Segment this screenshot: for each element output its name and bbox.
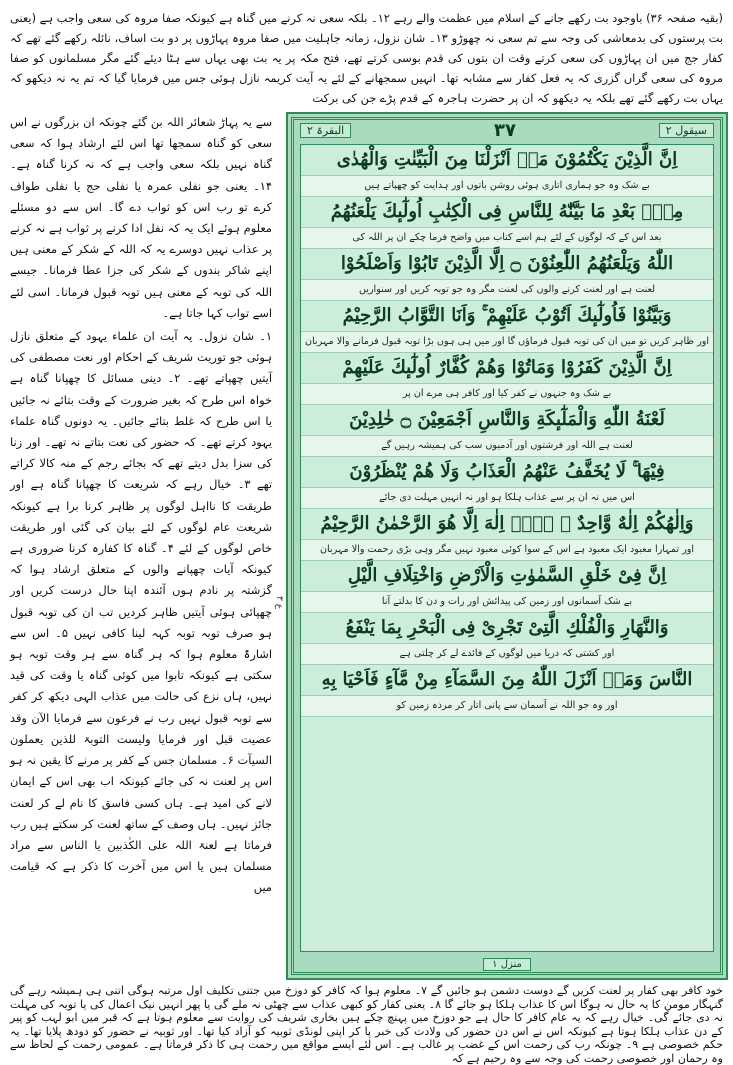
urdu-translation-line: بعد اس کے کہ لوگوں کے لئے ہم اسے کتاب میں واضح فرما چکے ان پر اللہ کی (301, 227, 713, 249)
arabic-verse-line: النَّاسَ وَمَاۤ اَنْزَلَ اللّٰهُ مِنَ السَّمَآءِ مِنْ مَّآءٍ فَاَحْیَا بِهِ (321, 669, 693, 690)
bottom-commentary (10, 984, 724, 1065)
arabic-verse-line: وَاِلٰهُكُمْ اِلٰهٌ وَّاحِدٌ ۚ لَاۤ اِلٰهَ اِلَّا هُوَ الرَّحْمٰنُ الرَّحِیْمُ (320, 513, 694, 534)
quran-text-frame (286, 112, 728, 980)
urdu-translation-line: بے شک وہ جنہوں نے کفر کیا اور کافر ہی مرے ان پر (301, 383, 713, 405)
bottom-commentary-paragraph: خود کافر بھی کفار پر لعنت کریں گے دوست دشمن ہو جائیں گے ۷۔ معلوم ہوا کہ کافر کو دوزخ میں جتنی تکلیف اول مرتبہ ہوگی اتنی ہی ہمیشہ رہے گی گنہگار مومن کا یہ حال نہ ہوگا اس کا عذاب ہلکا ہو جائے گا ۸۔ یعنی کفار کو کبھی عذاب سے چھٹی نہ ملے گی یا پھر انہیں نیک اعمال کی یا توبہ کی مہلت نہ دی جائے گی۔ خیال رہے کہ یہ عام کافر کا حال ہے جو دوزخ میں پہنچ چکے ہیں بخاری شریف کی روایت سے معلوم ہوتا ہے کہ قبر میں ابو لہب کو پیر کے دن عذاب ہلکا ہوتا ہے کیونکہ اس نے اس دن حضور کی ولادت کی خبر پا کر اپنی لونڈی ثوبیہ کو آزاد کیا تھا۔ اور ثوبیہ نے حضور کو دودھ پلایا تھا۔ یہ حکم خصوصی ہے ۹۔ چونکہ رب کی رحمت اس کے غضب پر غالب ہے۔ اس لئے ایسے مواقع میں رحمت ہی کا ذکر فرماتا ہے۔ عمومی رحمت کے لحاظ سے وہ رحمان اور خصوصی رحمت کی وجہ سے وہ رحیم ہے کہ (10, 984, 724, 1065)
side-commentary (10, 112, 272, 992)
arabic-verse-line: مِنْۢ بَعْدِ مَا بَیَّنّٰهُ لِلنَّاسِ فِی الْكِتٰبِ اُولٰٓىٕكَ یَلْعَنُهُمُ (330, 201, 684, 222)
arabic-verse-line: لَعْنَةُ اللّٰهِ وَالْمَلٰٓىٕكَةِ وَالنَّاسِ اَجْمَعِیْنَ ۝ خٰلِدِیْنَ (349, 409, 665, 430)
side-commentary-paragraph: سے یہ پہاڑ شعائر اللہ بن گئے چونکہ ان بزرگوں نے اس سعی کو گناہ سمجھا تھا اس لئے ارشاد ہوا کہ سعی گناہ نہیں بلکہ سعی واجب ہے کہ نہ کرنا گناہ ہے۔ ۱۴۔ یعنی جو نفلی عمرہ یا نفلی حج یا نفلی طواف کرے تو رب اس کو ثواب دے گا۔ اس سے دو مسئلے معلوم ہوئے ایک یہ کہ نفل ادا کرنے پر ثواب ہے نہ کرنے پر عذاب نہیں دوسرے یہ کہ اللہ کے شکر کے معنی ہیں اپنے شاکر بندوں کے شکر کی جزا عطا فرمانا۔ جیسے اللہ کی توبہ کے معنی ہیں توبہ قبول فرمانا۔ اسی لئے اسے تواب کہا جاتا ہے۔ (10, 115, 272, 320)
top-commentary-paragraph: (بقیہ صفحہ ۳۶) باوجود بت رکھے جانے کے اسلام میں عظمت والے رہے ۱۲۔ بلکہ سعی نہ کرنے میں گناہ ہے کیونکہ صفا مروہ کی سعی واجب ہے (یعنی بت پرستوں کی بدمعاشی کی وجہ سے تم سعی نہ چھوڑو ۱۳۔ شان نزول، زمانہ جاہلیت میں صفا مروہ پہاڑوں پر دو بت اساف، نائلہ رکھے گئے تھے کہ کفار جج میں ان پہاڑوں کی سعی کرتے وقت ان بتوں کی قدم بوسی کرتے تھے، فتح مکہ پر یہ بت بھی یہاں سے ہٹا دیئے گئے مگر مسلمانوں کو صفا مروہ کی سعی گراں گزری کہ یہ فعل کفار سے مشابہ تھا۔ انہیں سمجھانے کے لئے یہ آیت کریمہ نازل ہوئی جس میں فرمایا گیا کہ تم یہ نہ دیکھو کہ یہاں بت رکھے گئے تھے بلکہ یہ دیکھو کہ ان پر حضرت ہاجرہ کے قدم پڑے جن کی برکت (10, 11, 724, 105)
arabic-verse-line: اللّٰهُ وَیَلْعَنُهُمُ اللّٰعِنُوْنَ ۝ اِلَّا الَّذِیْنَ تَابُوْا وَاَصْلَحُوْا (340, 253, 674, 274)
frame-header (300, 120, 714, 140)
arabic-verse-line: وَالنَّهَارِ وَالْفُلْكِ الَّتِیْ تَجْرِیْ فِی الْبَحْرِ بِمَا یَنْفَعُ (345, 617, 669, 638)
arabic-verse-line: وَبَیَّنُوْا فَاُولٰٓىٕكَ اَتُوْبُ عَلَیْهِمْ ۚ وَاَنَا التَّوَّابُ الرَّحِیْمُ (342, 305, 672, 326)
arabic-verse-line: اِنَّ الَّذِیْنَ یَكْتُمُوْنَ مَاۤ اَنْزَلْنَا مِنَ الْبَیِّنٰتِ وَالْهُدٰى (336, 149, 678, 170)
urdu-translation-line: لعنت ہے اللہ اور فرشتوں اور آدمیوں سب کی ہمیشہ رہیں گے (301, 435, 713, 457)
juz-label: البقرۃ ۲ (300, 123, 351, 138)
urdu-translation-line: بے شک وہ جو ہماری اتاری ہوئی روشن باتوں اور ہدایت کو چھپاتے ہیں (301, 175, 713, 197)
urdu-translation-line: اور وہ جو اللہ نے آسمان سے پانی اتار کر مردہ زمین کو (301, 695, 713, 717)
arabic-verse-line: اِنَّ الَّذِیْنَ كَفَرُوْا وَمَاتُوْا وَهُمْ كُفَّارٌ اُولٰٓىٕكَ عَلَیْهِمْ (342, 357, 672, 378)
urdu-translation-line: اور کشتی کہ دریا میں لوگوں کے فائدے لے کر چلتی ہے (301, 643, 713, 665)
arabic-verse-line: اِنَّ فِیْ خَلْقِ السَّمٰوٰتِ وَالْاَرْضِ وَاخْتِلَافِ الَّیْلِ (347, 565, 667, 586)
urdu-translation-line: لعنت ہے اور لعنت کرنے والوں کی لعنت مگر وہ جو توبہ کریں اور سنواریں (301, 279, 713, 301)
manzil-label: منزل ۱ (483, 958, 531, 971)
ruku-margin-note: ع ۳ (274, 596, 284, 610)
side-commentary-paragraph: ۱۔ شان نزول۔ یہ آیت ان علماء یہود کے متعلق نازل ہوئی جو توریت شریف کے احکام اور نعت مصطفی کی آیتیں چھپاتے تھے۔ ۲۔ دینی مسائل کا چھپانا گناہ ہے خواہ اس طرح کہ بغیر ضرورت کے وقت بتائے نہ جائیں یا اس طرح کہ غلط بتائے جائیں۔ یہ دونوں گناہ علماء یہود کرتے تھے۔ کہ حضور کی نعت بتاتے نہ تھے۔ اور زنا کی سزا بدل دیتے تھے کہ بجائے رجم کے منہ کالا کراتے تھے ۳۔ خیال رہے کہ شریعت کا چھپانا گناہ ہے اور طریقت کا نااہل لوگوں پر ظاہر کرنا برا ہے کیونکہ شریعت عام لوگوں کے لئے بیان کی گئی اور طریقت خاص لوگوں کے لئے ۴۔ گناہ کا کفارہ کرنا ضروری ہے کیونکہ آیات چھپانے والوں کے متعلق ارشاد ہوا کہ گزشتہ پر نادم ہوں آئندہ اپنا حال درست کریں اور چھپائی ہوئی آیتیں ظاہر کردیں تب ان کی توبہ قبول ہو صرف توبہ توبہ کہہ لینا کافی نہیں ۵۔ اس سے اشارۃً معلوم ہوا کہ ہر گناہ سے ہر وقت توبہ ہو سکتی ہے کیونکہ تابوا میں کوئی گناہ یا وقت کی قید نہیں، ہاں نزع کی حالت میں عذاب الہی دیکھ کر کفر سے توبہ قبول نہیں رب نے فرعون سے فرمایا الآن وقد عصیت قبل اور فرمایا ولیست التوبۃ للذین یعملون السیآت ۶۔ مسلمان جس کے کفر پر مرنے کا یقین نہ ہو اس پر لعنت نہ کی جائے کیونکہ اب بھی اس کے ایمان لانے کی امید ہے۔ ہاں کسی فاسق کا نام لے کر لعنت جائز نہیں۔ ہاں وصف کے ساتھ لعنت کر سکتے ہیں رب فرماتا ہے لعنۃ اللہ علی الکٰذبین یا الناس سے مراد مسلمان ہیں یا اس میں آخرت کا ذکر ہے کہ قیامت میں (9, 329, 272, 895)
page-number: ۳۷ (494, 119, 516, 141)
urdu-translation-line: اور تمہارا معبود ایک معبود ہے اس کے سوا کوئی معبود نہیں مگر وہی بڑی رحمت والا مہربان (301, 539, 713, 561)
verse-area (300, 144, 714, 952)
top-commentary (10, 8, 723, 108)
surah-label: سیقول ۲ (659, 123, 714, 138)
urdu-translation-line: اس میں نہ ان پر سے عذاب ہلکا ہو اور نہ انہیں مہلت دی جائے (301, 487, 713, 509)
arabic-verse-line: فِیْهَا ۚ لَا یُخَفَّفُ عَنْهُمُ الْعَذَابُ وَلَا هُمْ یُنْظَرُوْنَ (349, 461, 665, 482)
urdu-translation-line: بے شک آسمانوں اور زمین کی پیدائش اور رات و دن کا بدلتے آنا (301, 591, 713, 613)
urdu-translation-line: اور ظاہر کریں تو میں ان کی توبہ قبول فرماؤں گا اور میں ہی ہوں بڑا توبہ قبول فرمانے والا مہربان (301, 331, 713, 353)
frame-footer (288, 954, 726, 974)
